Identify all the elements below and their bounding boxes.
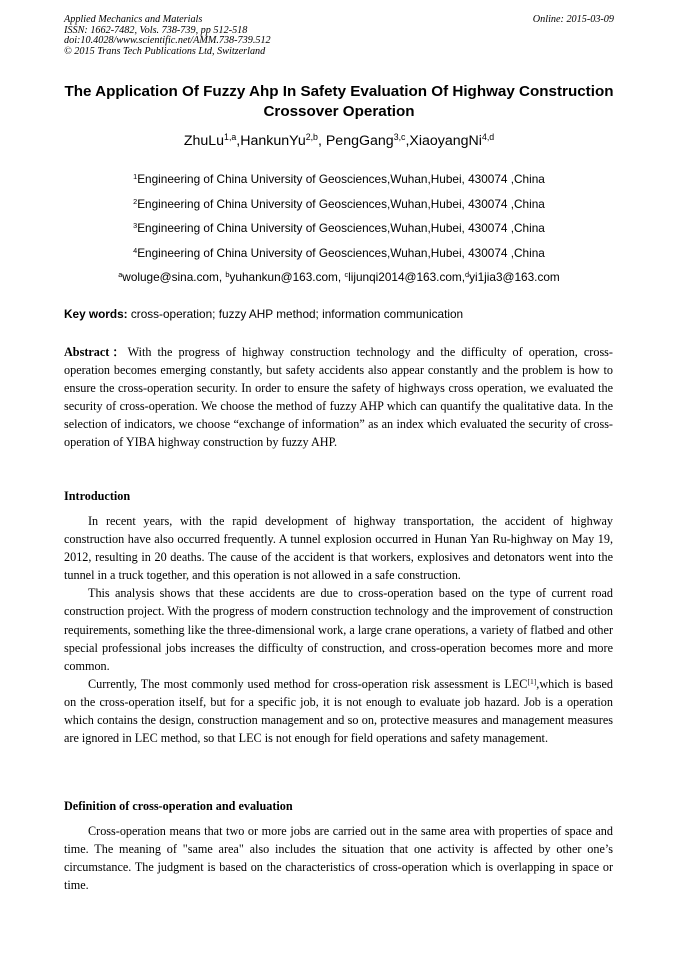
affiliation-sup: 2 — [133, 196, 138, 206]
affiliation-text: Engineering of China University of Geosciences,Wuhan,Hubei, 430074 ,China — [137, 196, 545, 211]
online-date: Online: 2015-03-09 — [532, 14, 614, 25]
affiliation-sup: 1 — [133, 171, 138, 181]
email-sup: a — [118, 269, 123, 279]
definition-heading: Definition of cross-operation and evaluation — [64, 799, 293, 813]
author-name: ZhuLu — [183, 133, 225, 149]
email-address: woluge@sina.com, — [122, 270, 226, 284]
author-sup: 3,c — [393, 132, 406, 143]
introduction-heading: Introduction — [64, 489, 131, 503]
author-name: HankunYu — [240, 133, 306, 149]
email-line — [40, 265, 638, 290]
affiliation-line — [40, 241, 638, 266]
author-sup: 2,b — [305, 132, 318, 143]
abstract — [64, 343, 613, 452]
paragraph: This analysis shows that these accidents are due to cross-operation based on the type of current road construction project. With the progress of modern construction technology and the improvement of construction requirements, something like the three-dimensional work, a large crane operations, a variety of flatbed and other special professional jobs increases the difficulty of construction, and cross-operation becomes more and more common. — [64, 586, 613, 673]
affiliation-block — [40, 167, 638, 290]
email-address: lijunqi2014@163.com, — [348, 270, 466, 284]
affiliation-text: Engineering of China University of Geosciences,Wuhan,Hubei, 430074 ,China — [137, 221, 545, 235]
author-name: XiaoyangNi — [409, 133, 482, 149]
affiliation-text: Engineering of China University of Geosciences,Wuhan,Hubei, 430074 ,China — [137, 172, 545, 186]
affiliation-line — [40, 192, 638, 217]
paragraph-text: Currently, The most commonly used method for cross-operation risk assessment is LEC — [88, 676, 528, 691]
definition-section — [64, 822, 613, 894]
author-sup: 1,a — [224, 132, 237, 143]
author-name: PengGang — [325, 133, 394, 149]
citation-ref[interactable]: [1] — [527, 676, 537, 686]
paragraph: In recent years, with the rapid development of highway transportation, the accident of highway construction have also occurred frequently. A tunnel explosion occurred in Hunan Yan Ru-highway on May 19, 2012, resulting in 20 deaths. The cause of the accident is that workers, explosives and detonators went into the tunnel in a truck together, and this operation is not allowed in a safe construction. — [64, 514, 613, 583]
affiliation-line — [40, 216, 638, 241]
paper-title: The Application Of Fuzzy Ahp In Safety Evaluation Of Highway Construction Crossover Operation — [64, 83, 614, 120]
paragraph: Cross-operation means that two or more jobs are carried out in the same area with properties of space and time. The meaning of "same area" also includes the situation that one activity is affected by other one’s circumstance. The judgment is based on the characteristics of cross-operation which is overlapping in space or time. — [64, 824, 613, 893]
keywords-label: Key words: — [64, 307, 128, 321]
author-list — [40, 131, 638, 151]
affiliation-sup: 4 — [133, 245, 138, 255]
introduction-section — [64, 512, 613, 747]
email-sup: b — [225, 269, 230, 279]
email-address: yuhankun@163.com, — [229, 270, 345, 284]
paragraph — [64, 675, 613, 747]
paragraph-text: ,which is based on the cross-operation itself, but for a specific job, it is not enough to evaluate job hazard. Job is a operation which contains the design, construction management and so on, protective measures and management measures are ignored in LEC method, so that LEC is not enough for field operations and safety management. — [64, 676, 613, 746]
copyright-line: © 2015 Trans Tech Publications Ltd, Switzerland — [64, 45, 266, 57]
doi-line: doi:10.4028/www.scientific.net/AMM.738-739.512 — [64, 35, 271, 47]
keywords-text: cross-operation; fuzzy AHP method; information communication — [127, 307, 464, 321]
affiliation-sup: 3 — [133, 220, 138, 230]
issn-line: ISSN: 1662-7482, Vols. 738-739, pp 512-518 — [64, 24, 248, 36]
keywords — [64, 306, 614, 322]
email-sup: d — [465, 269, 470, 279]
journal-header — [64, 15, 614, 57]
author-sup: 4,d — [481, 132, 495, 143]
email-sup: c — [344, 269, 349, 279]
abstract-text: With the progress of highway construction technology and the difficulty of operation, cross-operation becomes emerging constantly, but safety accidents also appear constantly and the problem is how to ensure the cross-operation security. In order to ensure the safety of highways cross operation, we evaluated the security of cross-operation. We choose the method of fuzzy AHP which can quantify the qualitative data. In the selection of indicators, we choose “exchange of information” as an index which evaluated the security of cross-operation of YIBA highway construction by fuzzy AHP. — [64, 345, 613, 450]
journal-name: Applied Mechanics and Materials — [64, 14, 203, 25]
author-separator: , — [317, 133, 326, 149]
affiliation-line — [40, 167, 638, 192]
author-separator: , — [405, 133, 410, 149]
email-address: yi1jia3@163.com — [469, 270, 560, 284]
abstract-label: Abstract： — [64, 345, 128, 359]
author-separator: , — [236, 133, 241, 149]
affiliation-text: Engineering of China University of Geosciences,Wuhan,Hubei, 430074 ,China — [137, 245, 545, 260]
